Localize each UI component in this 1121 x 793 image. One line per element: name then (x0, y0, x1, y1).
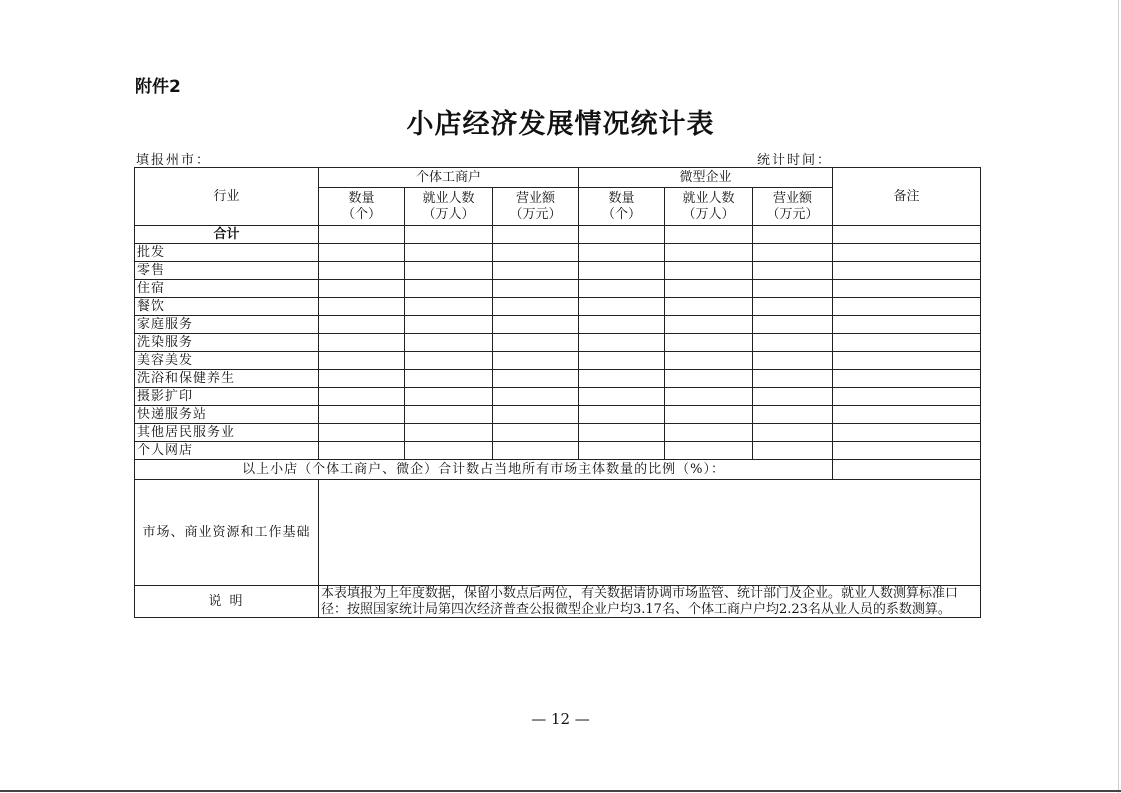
table-cell[interactable] (665, 226, 753, 244)
header-micro-count (579, 188, 665, 226)
count-line1: 数量 (348, 190, 375, 206)
note-text: 本表填报为上年度数据，保留小数点后两位，有关数据请协调市场监管、统计部门及企业。就业人数测算标准口径：按照国家统计局第四次经济普查公报微型企业户均3.17名、个体工商户户均2.23名从业人员的系数测算。 (319, 586, 981, 618)
table-cell[interactable] (753, 298, 833, 316)
table-cell[interactable] (579, 352, 665, 370)
table-cell[interactable] (405, 280, 493, 298)
table-cell[interactable] (405, 226, 493, 244)
table-cell[interactable] (493, 280, 579, 298)
industry-label: 洗浴和保健养生 (135, 370, 319, 388)
table-row-market (135, 480, 981, 586)
table-cell[interactable] (579, 334, 665, 352)
table-row-notes (135, 586, 981, 618)
table-cell[interactable] (493, 262, 579, 280)
ratio-value-cell[interactable] (833, 460, 981, 480)
table-cell[interactable] (833, 280, 981, 298)
count-line1: 数量 (608, 190, 635, 206)
table-cell[interactable] (493, 226, 579, 244)
header-individual-business: 个体工商户 (319, 168, 579, 188)
table-cell[interactable] (753, 388, 833, 406)
table-row (135, 244, 981, 262)
table-cell[interactable] (319, 406, 405, 424)
industry-label: 餐饮 (135, 298, 319, 316)
industry-label: 其他居民服务业 (135, 424, 319, 442)
table-cell[interactable] (665, 370, 753, 388)
header-ind-count (319, 188, 405, 226)
table-cell[interactable] (493, 298, 579, 316)
header-ind-revenue (493, 188, 579, 226)
industry-label: 个人网店 (135, 442, 319, 460)
table-cell[interactable] (579, 226, 665, 244)
table-cell[interactable] (493, 352, 579, 370)
table-cell[interactable] (405, 352, 493, 370)
industry-label: 美容美发 (135, 352, 319, 370)
table-cell[interactable] (405, 244, 493, 262)
table-cell[interactable] (319, 316, 405, 334)
table-row (135, 352, 981, 370)
table-row-ratio (135, 460, 981, 480)
table-row (135, 370, 981, 388)
table-cell[interactable] (319, 334, 405, 352)
page-title: 小店经济发展情况统计表 (406, 109, 715, 140)
industry-label: 零售 (135, 262, 319, 280)
table-cell[interactable] (405, 370, 493, 388)
header-micro-enterprise: 微型企业 (579, 168, 833, 188)
industry-label: 家庭服务 (135, 316, 319, 334)
table-row (135, 262, 981, 280)
table-cell[interactable] (665, 244, 753, 262)
table-cell[interactable] (665, 298, 753, 316)
table-cell[interactable] (405, 334, 493, 352)
market-content-cell[interactable] (319, 480, 981, 586)
table-cell[interactable] (833, 244, 981, 262)
table-cell[interactable] (833, 442, 981, 460)
industry-label: 批发 (135, 244, 319, 262)
header-micro-employment (665, 188, 753, 226)
revenue-line2: （万元） (509, 206, 562, 222)
revenue-line1: 营业额 (773, 190, 813, 206)
table-cell[interactable] (405, 316, 493, 334)
table-cell[interactable] (319, 424, 405, 442)
table-cell[interactable] (319, 298, 405, 316)
table-cell[interactable] (833, 352, 981, 370)
table-cell[interactable] (319, 244, 405, 262)
table-cell[interactable] (753, 226, 833, 244)
table-cell[interactable] (833, 424, 981, 442)
table-cell[interactable] (319, 388, 405, 406)
table-cell[interactable] (579, 280, 665, 298)
table-cell[interactable] (405, 388, 493, 406)
table-cell[interactable] (753, 424, 833, 442)
table-row (135, 442, 981, 460)
table-cell[interactable] (579, 388, 665, 406)
employ-line1: 就业人数 (682, 190, 735, 206)
table-cell[interactable] (319, 370, 405, 388)
employ-line2: （万人） (422, 206, 475, 222)
table-cell[interactable] (665, 352, 753, 370)
table-row (135, 334, 981, 352)
table-cell[interactable] (665, 388, 753, 406)
table-cell[interactable] (493, 244, 579, 262)
table-cell[interactable] (665, 442, 753, 460)
table-cell[interactable] (833, 316, 981, 334)
employ-line1: 就业人数 (422, 190, 475, 206)
table-row (135, 316, 981, 334)
industry-label: 摄影扩印 (135, 388, 319, 406)
ratio-label: 以上小店（个体工商户、微企）合计数占当地所有市场主体数量的比例（%）： (135, 460, 833, 480)
table-row (135, 388, 981, 406)
table-cell[interactable] (579, 316, 665, 334)
industry-label: 住宿 (135, 280, 319, 298)
table-cell[interactable] (405, 262, 493, 280)
attachment-label: 附件2 (135, 77, 181, 97)
table-cell[interactable] (833, 334, 981, 352)
market-label: 市场、商业资源和工作基础 (135, 480, 319, 586)
header-micro-revenue (753, 188, 833, 226)
employ-line2: （万人） (682, 206, 735, 222)
table-cell[interactable] (665, 316, 753, 334)
table-cell[interactable] (319, 352, 405, 370)
table-cell[interactable] (579, 244, 665, 262)
header-ind-employment (405, 188, 493, 226)
table-cell[interactable] (319, 442, 405, 460)
table-cell[interactable] (493, 316, 579, 334)
table-row (135, 280, 981, 298)
table-cell[interactable] (665, 334, 753, 352)
header-industry: 行业 (135, 168, 319, 226)
table-cell[interactable] (753, 370, 833, 388)
statistics-table (134, 167, 981, 618)
table-cell[interactable] (579, 406, 665, 424)
table-cell[interactable] (833, 388, 981, 406)
table-row-total (135, 226, 981, 244)
header-remarks: 备注 (833, 168, 981, 226)
table-cell[interactable] (833, 226, 981, 244)
table-cell[interactable] (753, 442, 833, 460)
table-cell[interactable] (665, 280, 753, 298)
industry-label: 洗染服务 (135, 334, 319, 352)
table-cell[interactable] (579, 424, 665, 442)
table-cell[interactable] (405, 424, 493, 442)
table-row (135, 406, 981, 424)
table-cell[interactable] (319, 280, 405, 298)
table-cell[interactable] (753, 352, 833, 370)
table-cell[interactable] (833, 262, 981, 280)
table-cell[interactable] (753, 316, 833, 334)
table-cell[interactable] (665, 406, 753, 424)
table-cell[interactable] (405, 442, 493, 460)
table-cell[interactable] (493, 406, 579, 424)
page-number: — 12 — (531, 710, 590, 728)
table-cell[interactable] (833, 298, 981, 316)
table-cell[interactable] (493, 424, 579, 442)
filler-label: 填报州市： (136, 153, 212, 168)
count-line2: （个） (602, 206, 642, 222)
industry-label: 快递服务站 (135, 406, 319, 424)
revenue-line2: （万元） (766, 206, 819, 222)
table-cell[interactable] (319, 226, 405, 244)
table-cell[interactable] (753, 244, 833, 262)
table-cell[interactable] (493, 388, 579, 406)
table-row (135, 298, 981, 316)
table-cell[interactable] (753, 406, 833, 424)
table-cell[interactable] (405, 298, 493, 316)
total-label: 合计 (135, 226, 319, 244)
table-cell[interactable] (405, 406, 493, 424)
table-cell[interactable] (665, 262, 753, 280)
table-cell[interactable] (753, 334, 833, 352)
table-cell[interactable] (665, 424, 753, 442)
table-cell[interactable] (753, 280, 833, 298)
table-row (135, 424, 981, 442)
table-cell[interactable] (833, 370, 981, 388)
table-cell[interactable] (493, 334, 579, 352)
revenue-line1: 营业额 (516, 190, 556, 206)
time-label: 统计时间： (757, 153, 833, 168)
table-cell[interactable] (753, 262, 833, 280)
bottom-rule (0, 790, 1121, 792)
table-cell[interactable] (493, 442, 579, 460)
table-cell[interactable] (833, 406, 981, 424)
table-cell[interactable] (579, 442, 665, 460)
table-cell[interactable] (579, 370, 665, 388)
table-cell[interactable] (493, 370, 579, 388)
table-cell[interactable] (579, 298, 665, 316)
table-cell[interactable] (319, 262, 405, 280)
table-cell[interactable] (579, 262, 665, 280)
count-line2: （个） (341, 206, 381, 222)
note-label: 说 明 (135, 586, 319, 618)
